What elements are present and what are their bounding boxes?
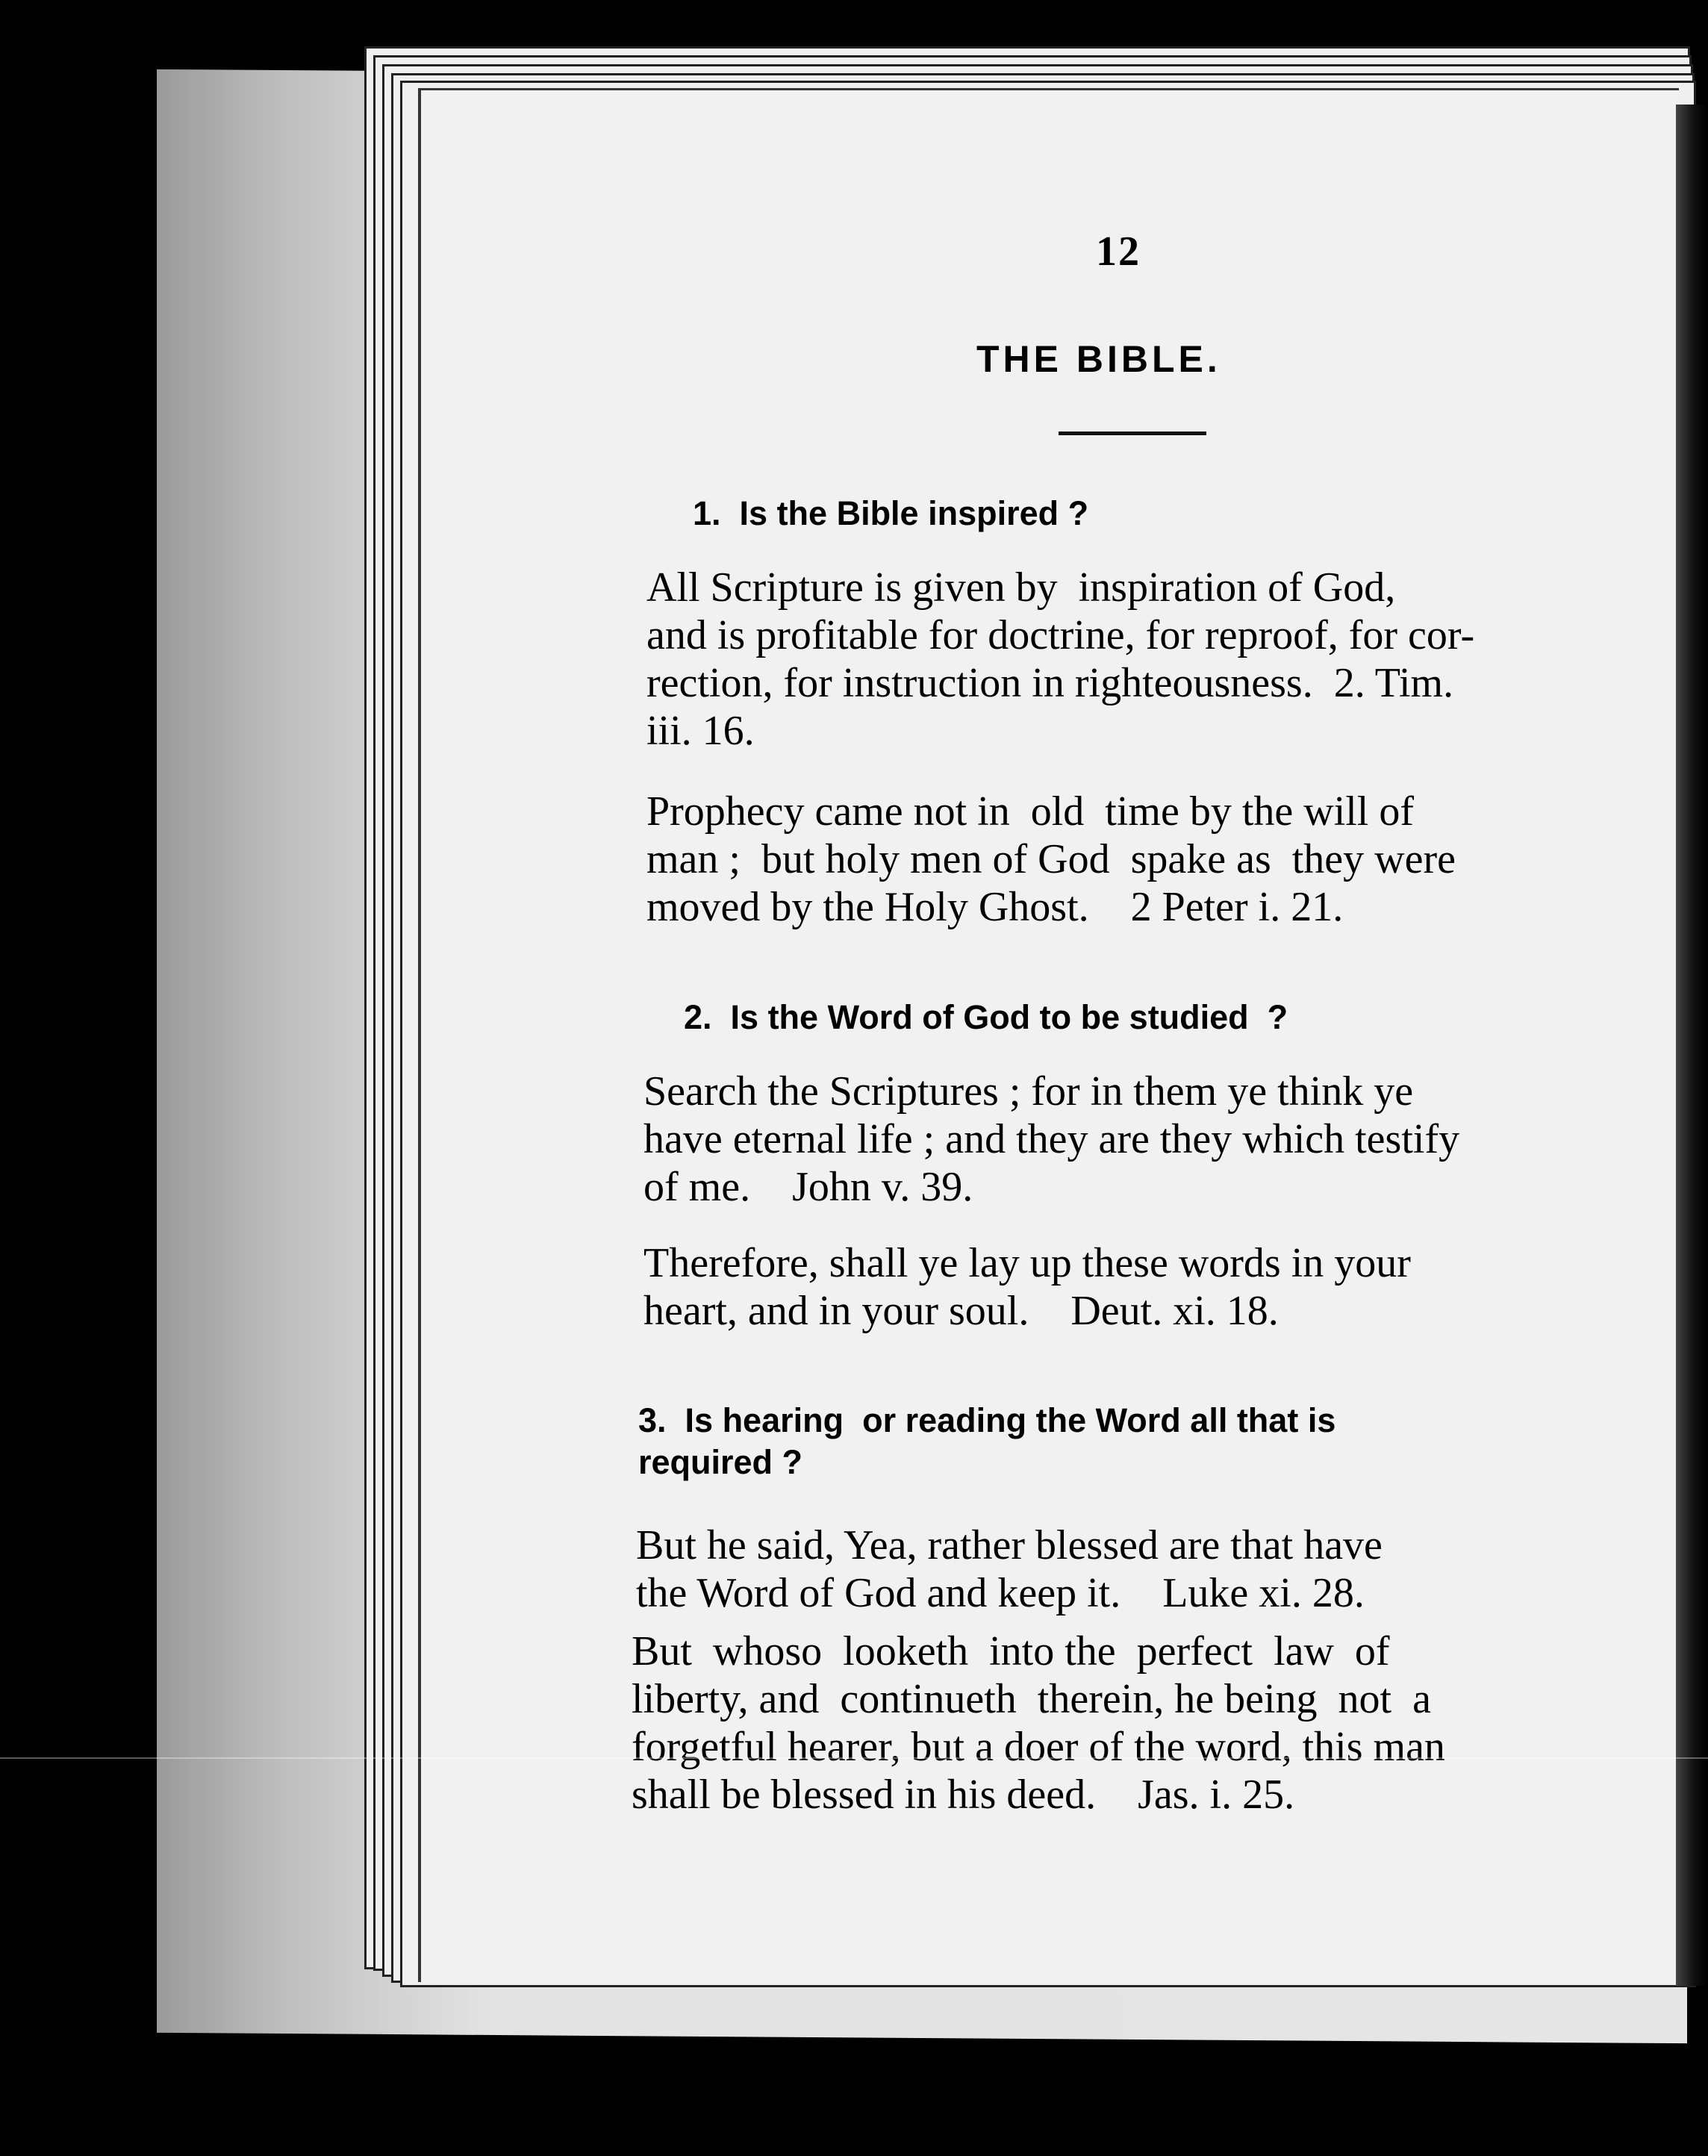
question-3: 3. Is hearing or reading the Word all that is required ? — [638, 1401, 1336, 1481]
question-1: 1. Is the Bible inspired ? — [693, 494, 1089, 532]
question-2: 2. Is the Word of God to be studied ? — [684, 998, 1288, 1036]
page-number: 12 — [1096, 228, 1141, 275]
answer-1-2: Prophecy came not in old time by the will of man ; but holy men of God spake as they were moved by the Holy Ghost. 2 Peter i. 21. — [646, 788, 1456, 930]
answer-2-1: Search the Scriptures ; for in them ye think ye have eternal life ; and they are they which testify of me. John v. 39. — [643, 1068, 1460, 1210]
title-divider — [1059, 431, 1206, 435]
answer-3-1: But he said, Yea, rather blessed are that have the Word of God and keep it. Luke xi. 28. — [636, 1522, 1383, 1616]
answer-2-2: Therefore, shall ye lay up these words in your heart, and in your soul. Deut. xi. 18. — [643, 1240, 1411, 1334]
page-binding-shadow — [1676, 105, 1706, 1986]
answer-3-2: But whoso looketh into the perfect law of liberty, and continueth therein, he being not a forgetful hearer, but a doer of the word, this man shall be blessed in his deed. Jas. i. 25. — [632, 1628, 1445, 1818]
answer-1-1: All Scripture is given by inspiration of God, and is profitable for doctrine, for reproof, for cor- rection, for instruction in righteousness. 2. Tim. iii. 16. — [646, 564, 1475, 754]
scan-artifact-line — [0, 1757, 1708, 1759]
section-title: THE BIBLE. — [976, 338, 1221, 380]
